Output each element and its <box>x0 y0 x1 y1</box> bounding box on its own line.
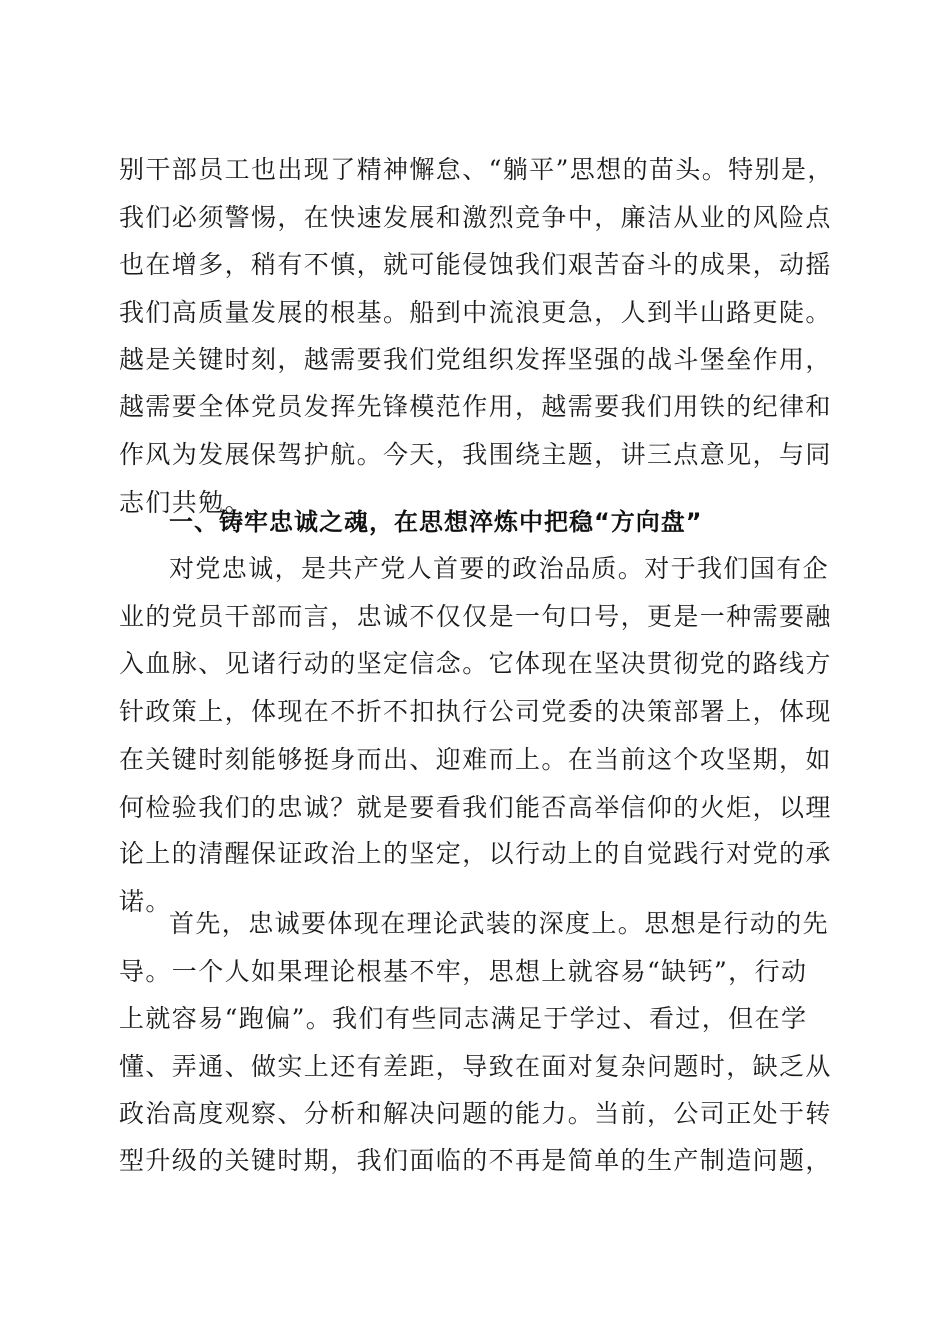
text-line: 对党忠诚，是共产党人首要的政治品质。对于我们国有企 <box>169 554 830 583</box>
text-line: 也在增多，稍有不慎，就可能侵蚀我们艰苦奋斗的成果，动摇 <box>119 250 832 279</box>
text-line: 作风为发展保驾护航。今天，我围绕主题，讲三点意见，与同 <box>119 440 832 469</box>
text-line: 论上的清醒保证政治上的坚定，以行动上的自觉践行对党的承 <box>119 839 832 868</box>
text-line: 首先，忠诚要体现在理论武装的深度上。思想是行动的先 <box>169 909 830 938</box>
text-line: 针政策上，体现在不折不扣执行公司党委的决策部署上，体现 <box>119 697 832 726</box>
text-line: 越需要全体党员发挥先锋模范作用，越需要我们用铁的纪律和 <box>119 392 832 421</box>
text-line: 别干部员工也出现了精神懈怠、“躺平”思想的苗头。特别是， <box>119 155 834 184</box>
text-line: 我们必须警惕，在快速发展和激烈竞争中，廉洁从业的风险点 <box>119 203 832 232</box>
text-line: 导。一个人如果理论根基不牢，思想上就容易“缺钙”，行动 <box>119 957 808 986</box>
text-line: 业的党员干部而言，忠诚不仅仅是一句口号，更是一种需要融 <box>119 602 832 631</box>
text-line: 诺。 <box>119 887 172 916</box>
text-line: 型升级的关键时期，我们面临的不再是简单的生产制造问题， <box>119 1146 832 1175</box>
text-line: 何检验我们的忠诚？就是要看我们能否高举信仰的火炬，以理 <box>119 793 832 822</box>
section-heading: 一、铸牢忠诚之魂，在思想淬炼中把稳“方向盘” <box>169 508 703 536</box>
text-line: 在关键时刻能够挺身而出、迎难而上。在当前这个攻坚期，如 <box>119 745 832 774</box>
text-line: 入血脉、见诸行动的坚定信念。它体现在坚决贯彻党的路线方 <box>119 649 832 678</box>
text-line: 越是关键时刻，越需要我们党组织发挥坚强的战斗堡垒作用， <box>119 345 832 374</box>
text-line: 我们高质量发展的根基。船到中流浪更急，人到半山路更陡。 <box>119 298 832 327</box>
text-line: 志们共勉。 <box>119 488 252 517</box>
text-line: 政治高度观察、分析和解决问题的能力。当前，公司正处于转 <box>119 1099 832 1128</box>
text-line: 上就容易“跑偏”。我们有些同志满足于学过、看过，但在学 <box>119 1004 808 1033</box>
text-line: 懂、弄通、做实上还有差距，导致在面对复杂问题时，缺乏从 <box>119 1052 832 1081</box>
